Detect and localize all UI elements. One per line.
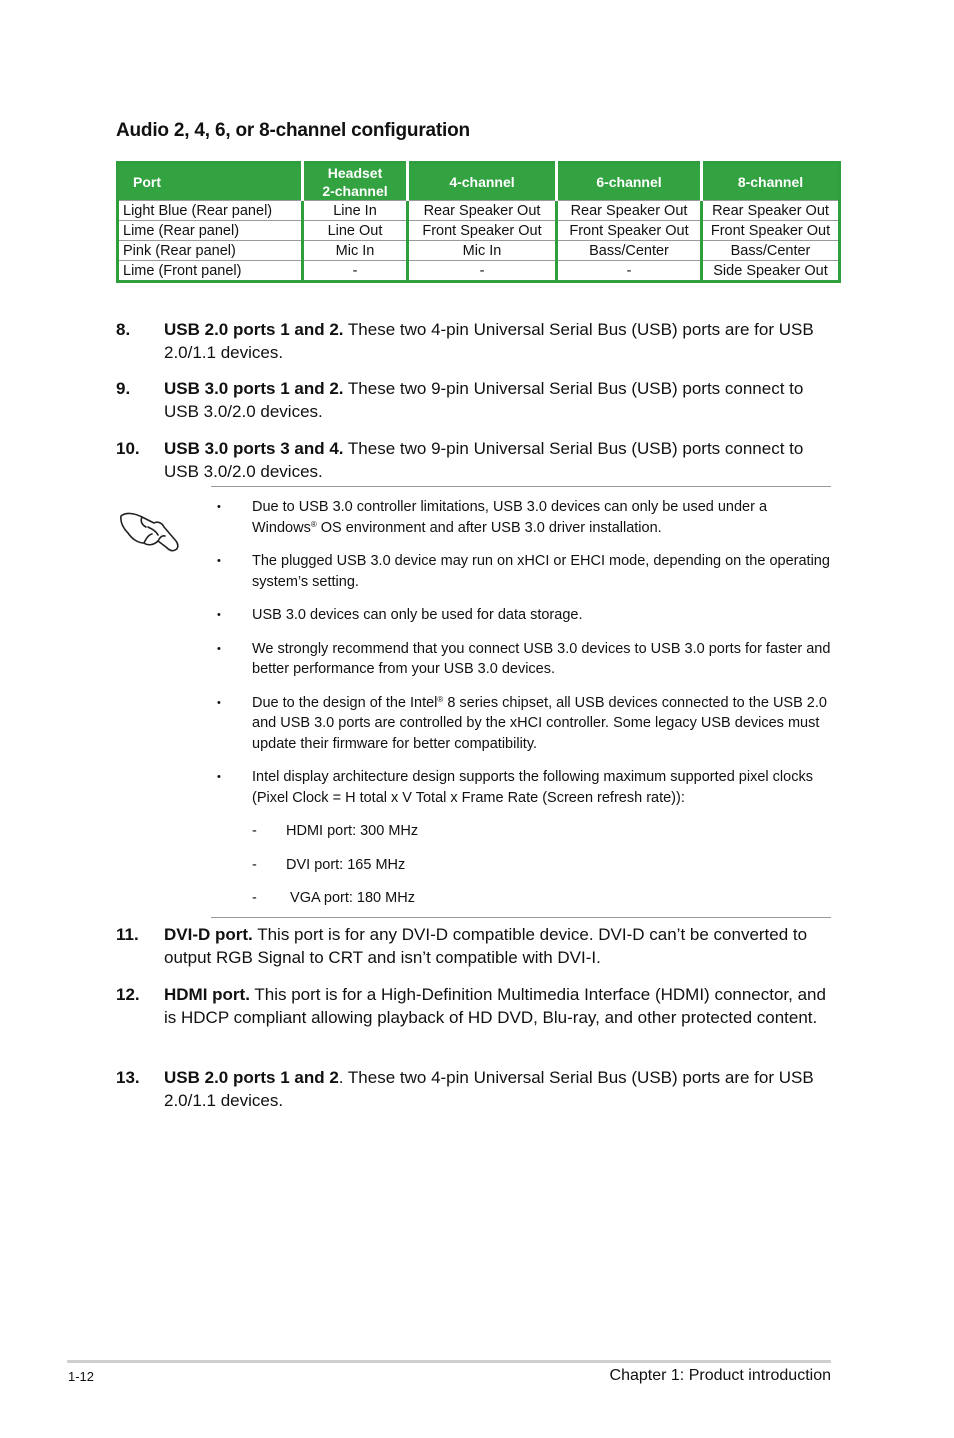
item-number: 13.: [116, 1068, 140, 1087]
sub-item-dvi: [214, 855, 834, 876]
header-headset-line1: Headset: [327, 165, 383, 181]
note-bottom-divider: [211, 917, 831, 918]
bullet: •: [217, 555, 221, 567]
table-cell: Mic In: [303, 241, 408, 261]
item-text: These two 9-pin Universal Serial Bus (USB) ports connect to USB 3.0/2.0 devices.: [164, 439, 804, 481]
bullet: •: [217, 696, 221, 709]
item-title: USB 2.0 ports 1 and 2.: [164, 320, 344, 339]
hand-pointing-icon: [118, 505, 182, 557]
item-text: These two 9-pin Universal Serial Bus (USB) ports connect to USB 3.0/2.0 devices.: [164, 379, 804, 421]
table-cell: Lime (Rear panel): [118, 221, 303, 241]
dash: -: [252, 856, 257, 873]
table-cell: -: [557, 261, 702, 282]
registered-mark: ®: [310, 519, 317, 529]
dash: -: [252, 890, 257, 906]
note-item: [214, 497, 834, 538]
item-number: 12.: [116, 985, 140, 1004]
table-cell: Bass/Center: [557, 241, 702, 261]
note-text: We strongly recommend that you connect USB 3.0 devices to USB 3.0 ports for faster and better performance from your USB 3.0 devices.: [252, 640, 831, 677]
audio-configuration-table: [116, 161, 841, 283]
note-item: [214, 639, 834, 680]
sub-item-text: VGA port: 180 MHz: [286, 890, 415, 906]
sub-item-text: HDMI port: 300 MHz: [286, 823, 419, 839]
note-text: Due to the design of the Intel: [252, 694, 438, 711]
table-cell: Pink (Rear panel): [118, 241, 303, 261]
item-title: USB 2.0 ports 1 and 2: [164, 1068, 339, 1087]
section-heading: Audio 2, 4, 6, or 8-channel configuration: [116, 120, 470, 141]
table-header-row: [118, 163, 840, 201]
list-item-usb2-ports-repeat: [116, 1066, 831, 1112]
table-cell: Front Speaker Out: [408, 221, 557, 241]
header-8-channel: 8-channel: [702, 163, 840, 201]
note-text: OS environment and after USB 3.0 driver installation.: [316, 519, 662, 536]
table-cell: Front Speaker Out: [557, 221, 702, 241]
item-title: USB 3.0 ports 3 and 4.: [164, 439, 344, 458]
note-top-divider: [211, 486, 831, 487]
note-item: [214, 605, 834, 626]
table-row: [118, 241, 840, 261]
sub-item-text: DVI port: 165 MHz: [286, 856, 406, 873]
item-number: 8.: [116, 320, 131, 339]
table-cell: Side Speaker Out: [702, 261, 840, 282]
note-text: Due to USB 3.0 controller limitations, USB 3.0 devices can only be used under a Windows: [252, 499, 768, 536]
item-text: This port is for a High-Definition Multimedia Interface (HDMI) connector, and is HDCP compliant allowing playback of HD DVD, Blu-ray, and other protected content.: [164, 985, 826, 1027]
list-item-hdmi-port: [116, 983, 831, 1029]
bullet: •: [217, 642, 221, 655]
usb3-notes: [214, 497, 834, 922]
note-text: The plugged USB 3.0 device may run on xHCI or EHCI mode, depending on the operating system’s setting.: [252, 553, 830, 590]
table-row: [118, 201, 840, 221]
table-cell: Mic In: [408, 241, 557, 261]
list-item-usb3-ports-1-2: [116, 377, 831, 423]
item-number: 11.: [116, 925, 139, 944]
header-headset: [303, 163, 408, 201]
table-row: [118, 221, 840, 241]
sub-item-vga: [214, 888, 834, 909]
list-item-usb2-ports: [116, 318, 831, 364]
item-text: This port is for any DVI-D compatible device. DVI-D can’t be converted to output RGB Signal to CRT and isn’t compatible with DVI-I.: [164, 925, 808, 967]
note-text: 8 series chipset, all USB devices connected to the USB 2.0 and USB 3.0 ports are controlled by the xHCI controller. Some legacy USB devices must update their firmware for better compatibility.: [252, 694, 827, 752]
item-title: HDMI port.: [164, 985, 250, 1004]
item-text: . These two 4-pin Universal Serial Bus (USB) ports are for USB 2.0/1.1 devices.: [164, 1068, 814, 1110]
bullet: •: [217, 609, 221, 621]
item-number: 10.: [116, 439, 140, 458]
header-headset-line2: 2-channel: [322, 183, 388, 199]
table-cell: Rear Speaker Out: [557, 201, 702, 221]
table-cell: Bass/Center: [702, 241, 840, 261]
bullet: •: [217, 501, 221, 513]
header-4-channel: 4-channel: [408, 163, 557, 201]
table-cell: -: [303, 261, 408, 282]
note-item: [214, 693, 834, 755]
sub-item-hdmi: [214, 821, 834, 842]
table-cell: -: [408, 261, 557, 282]
registered-mark: ®: [437, 694, 444, 704]
header-port: Port: [118, 163, 303, 201]
note-item: [214, 767, 834, 808]
list-item-usb3-ports-3-4: [116, 437, 831, 483]
table-cell: Front Speaker Out: [702, 221, 840, 241]
table-cell: Line Out: [303, 221, 408, 241]
note-text: Intel display architecture design supports the following maximum supported pixel clocks (Pixel Clock = H total x V Total x Frame Rate (Screen refresh rate)):: [252, 769, 813, 806]
item-title: DVI-D port.: [164, 925, 253, 944]
chapter-title: Chapter 1: Product introduction: [609, 1367, 831, 1384]
table-cell: Line In: [303, 201, 408, 221]
note-item: [214, 551, 834, 592]
table-row: [118, 261, 840, 282]
page-number: 1-12: [68, 1369, 95, 1384]
list-item-dvi-d-port: [116, 923, 831, 969]
item-text: These two 4-pin Universal Serial Bus (USB) ports are for USB 2.0/1.1 devices.: [164, 320, 814, 362]
table-cell: Light Blue (Rear panel): [118, 201, 303, 221]
dash: -: [252, 823, 257, 839]
footer-divider: [67, 1360, 831, 1363]
bullet: •: [217, 771, 221, 783]
note-text: USB 3.0 devices can only be used for data storage.: [252, 607, 583, 623]
header-6-channel: 6-channel: [557, 163, 702, 201]
table-cell: Rear Speaker Out: [702, 201, 840, 221]
item-number: 9.: [116, 379, 131, 398]
item-title: USB 3.0 ports 1 and 2.: [164, 379, 344, 398]
table-cell: Lime (Front panel): [118, 261, 303, 282]
table-cell: Rear Speaker Out: [408, 201, 557, 221]
